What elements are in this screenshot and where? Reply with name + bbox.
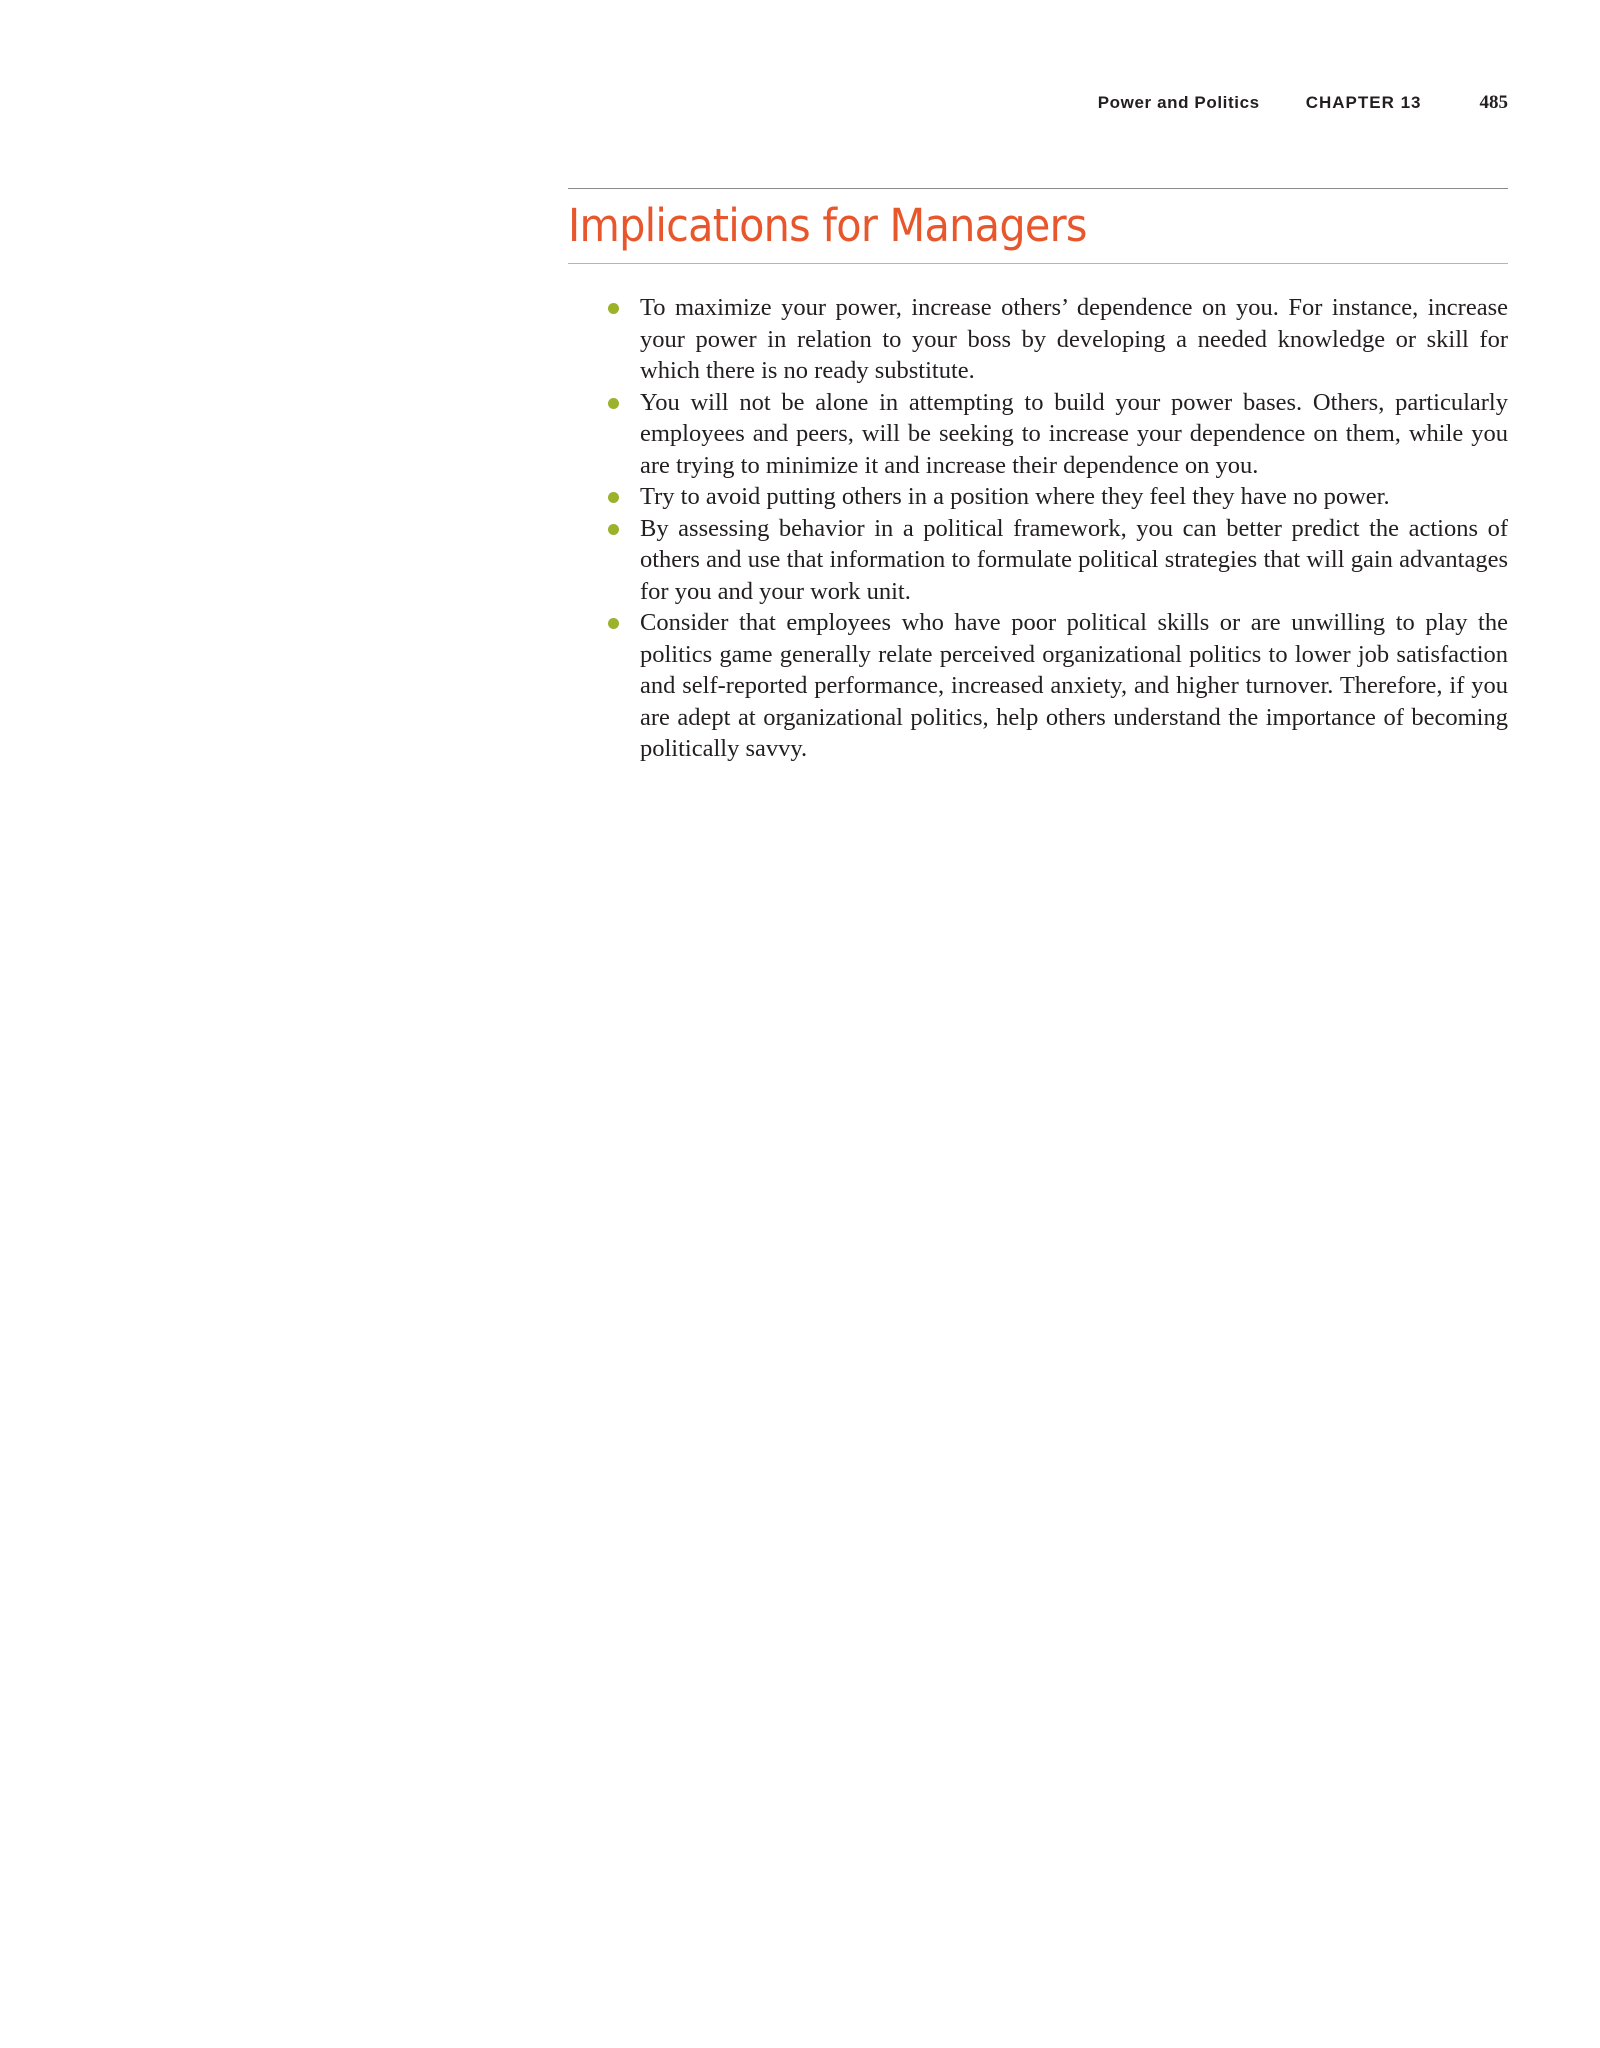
bullet-item: [640, 292, 1508, 387]
running-head: [1098, 92, 1508, 114]
bullet-dot-icon: [608, 398, 619, 409]
bullet-text: By assessing behavior in a political framework, you can better predict the actions of others and use that information to formulate political strategies that will gain advantages for you and your work unit.: [640, 514, 1508, 605]
heading-bottom-rule: [568, 263, 1508, 264]
bullet-text: Consider that employees who have poor political skills or are unwilling to play the politics game generally relate perceived organizational politics to lower job satisfaction and self-reported performance, increased anxiety, and higher turnover. Therefore, if you are adept at organizational politics, help others understand the importance of becoming politically savvy.: [640, 609, 1508, 762]
bullet-dot-icon: [608, 303, 619, 314]
top-rule: [568, 188, 1508, 189]
managers-implications-box: [568, 188, 1508, 765]
bullet-dot-icon: [608, 492, 619, 503]
bullet-dot-icon: [608, 618, 619, 629]
bullet-text: Try to avoid putting others in a position where they feel they have no power.: [640, 483, 1390, 510]
bullet-text: You will not be alone in attempting to build your power bases. Others, particularly employees and peers, will be seeking to increase your dependence on them, while you are trying to minimize it and increase their dependence on you.: [640, 388, 1508, 479]
page-number: 485: [1479, 92, 1508, 113]
bullet-dot-icon: [608, 524, 619, 535]
bullet-item: [640, 481, 1508, 513]
bullet-text: To maximize your power, increase others’ dependence on you. For instance, increase your power in relation to your boss by developing a needed knowledge or skill for which there is no ready substitute.: [640, 294, 1508, 384]
bullet-item: [640, 607, 1508, 765]
running-head-section: Power and Politics: [1097, 93, 1260, 112]
bullet-item: [640, 387, 1508, 482]
running-head-chapter: CHAPTER 13: [1305, 93, 1422, 112]
section-heading: Implications for Managers: [568, 199, 1087, 252]
bullet-item: [640, 513, 1508, 608]
bullet-list: [568, 292, 1508, 765]
